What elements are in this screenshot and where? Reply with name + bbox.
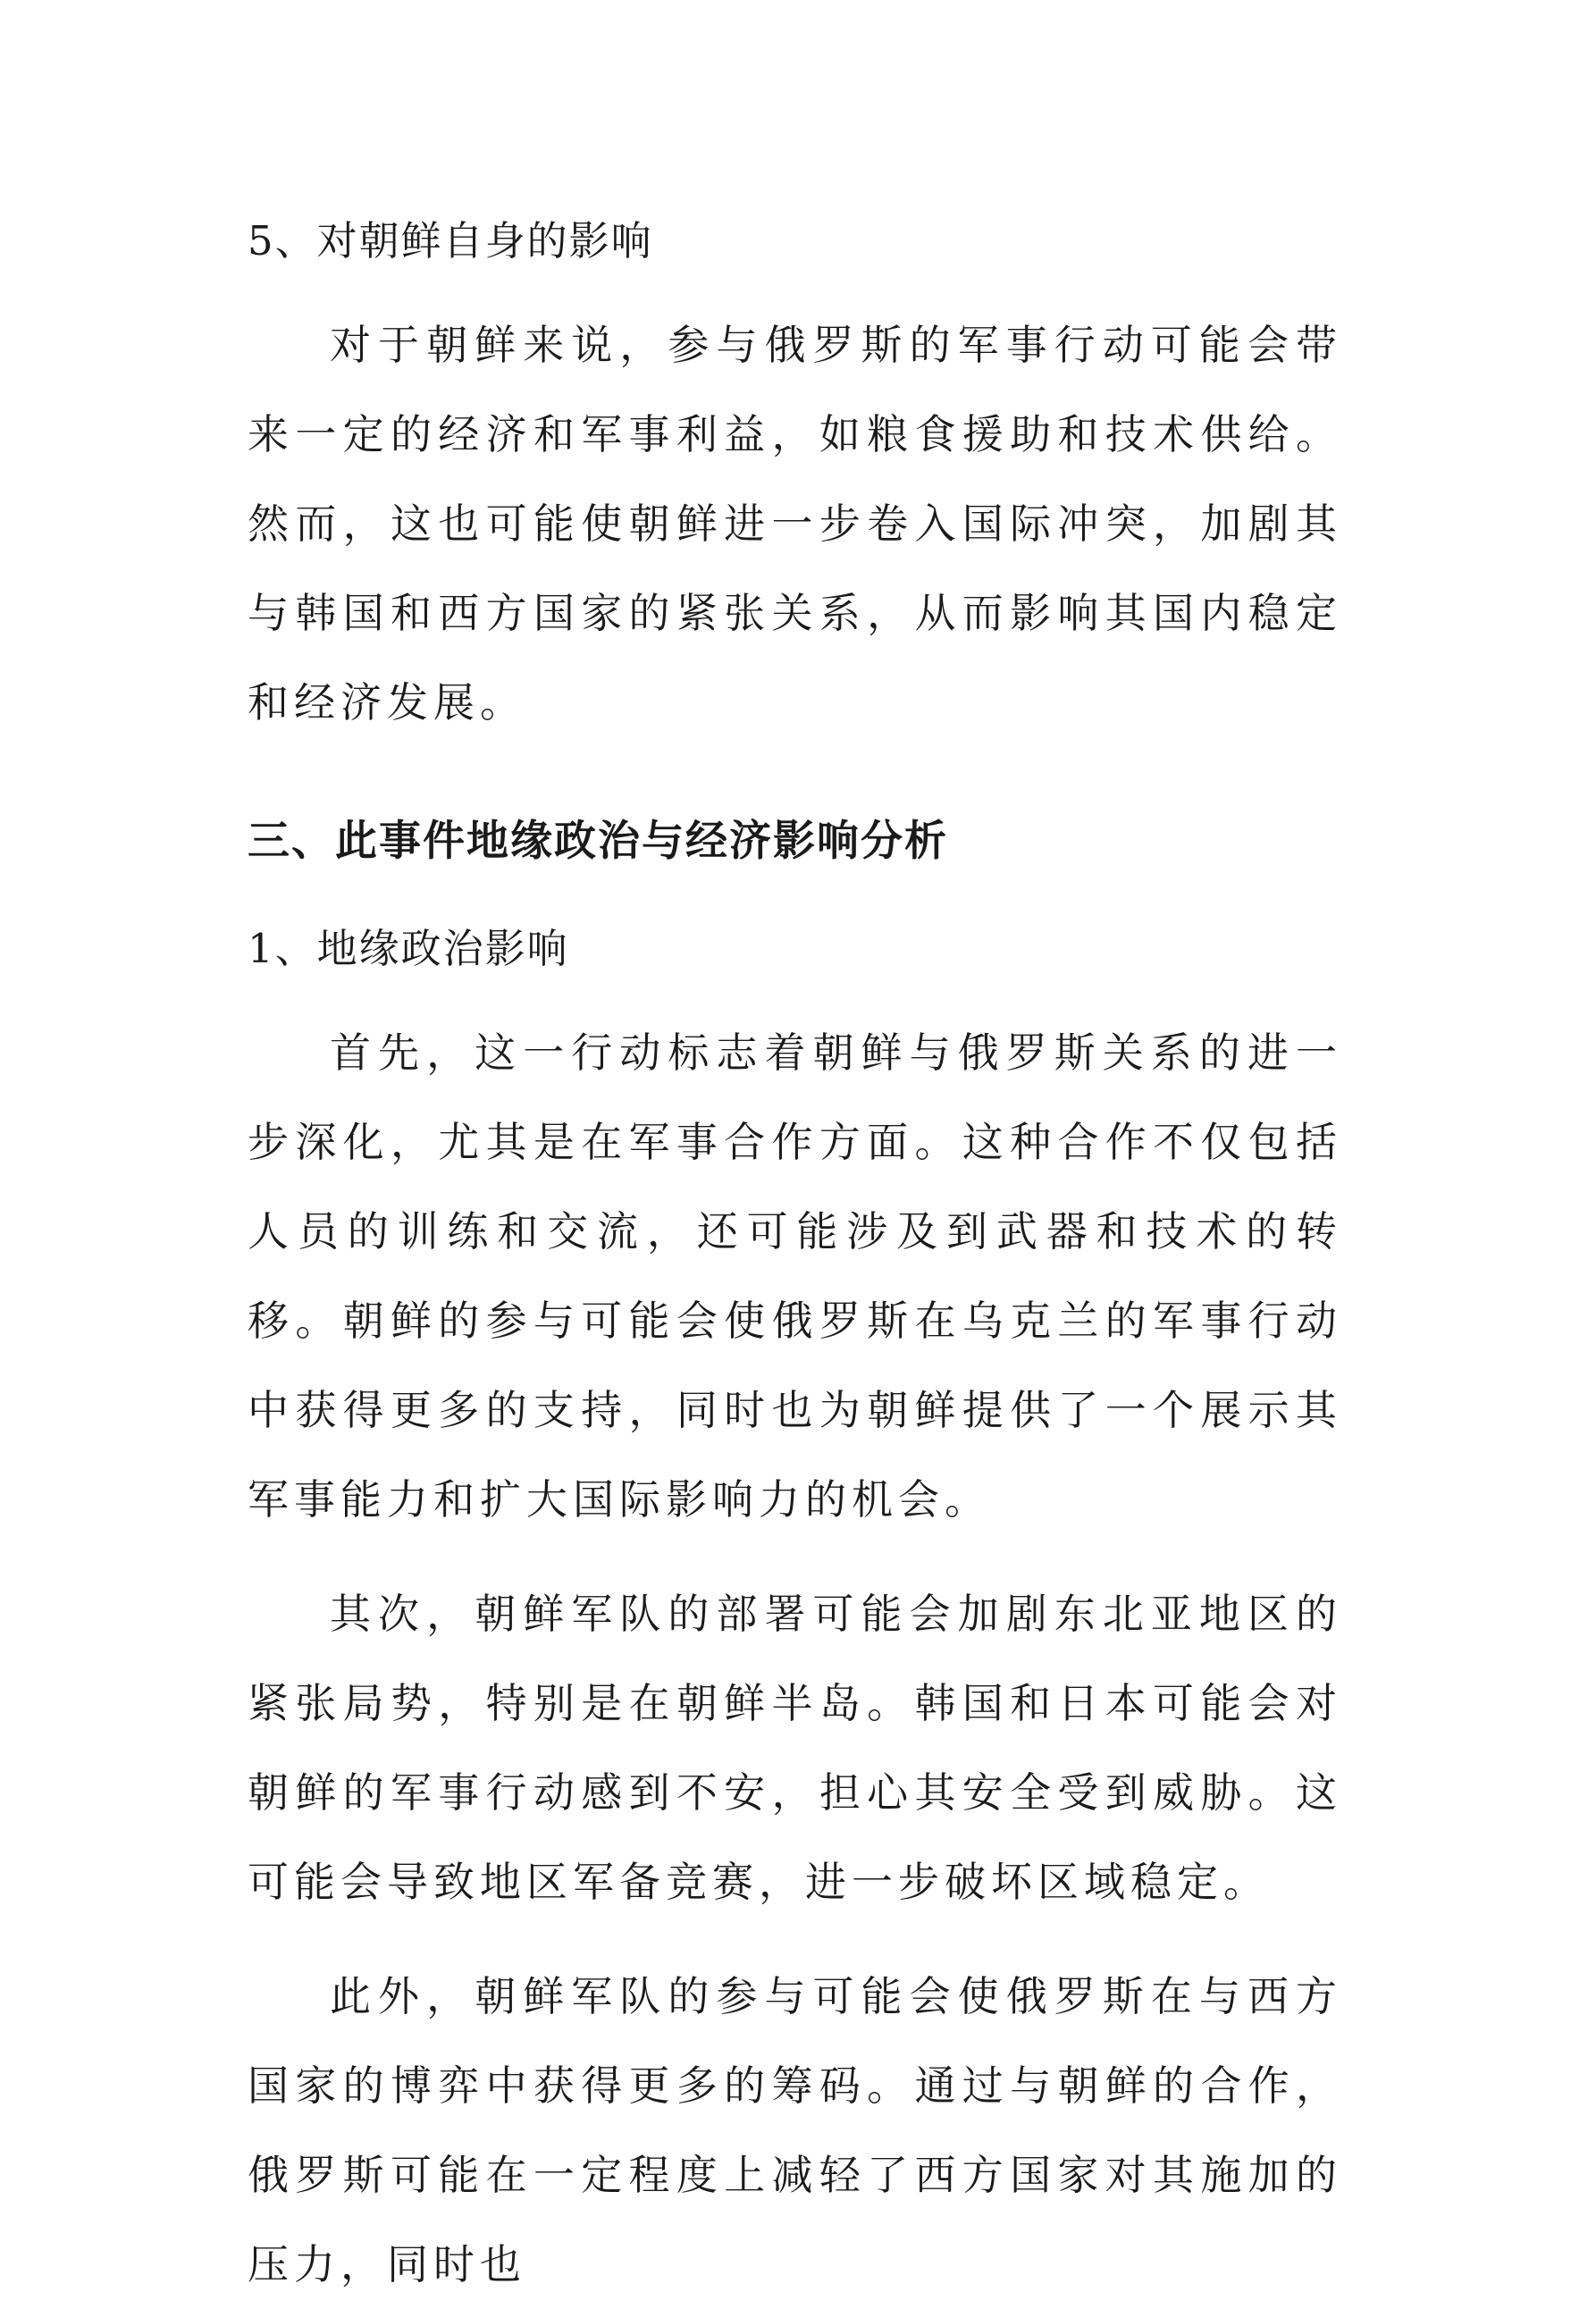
subsection-heading-1: 1、地缘政治影响 <box>248 925 569 972</box>
paragraph: 此外，朝鲜军队的参与可能会使俄罗斯在与西方国家的博弈中获得更多的筹码。通过与朝鲜的合作，俄罗斯可能在一定程度上减轻了西方国家对其施加的压力，同时也 <box>248 1972 1342 2288</box>
paragraph: 对于朝鲜来说，参与俄罗斯的军事行动可能会带来一定的经济和军事利益，如粮食援助和技术供给。然而，这也可能使朝鲜进一步卷入国际冲突，加剧其与韩国和西方国家的紧张关系，从而影响其国内稳定和经济发展。 <box>248 321 1342 726</box>
paragraph: 首先，这一行动标志着朝鲜与俄罗斯关系的进一步深化，尤其是在军事合作方面。这种合作不仅包括人员的训练和交流，还可能涉及到武器和技术的转移。朝鲜的参与可能会使俄罗斯在乌克兰的军事行动中获得更多的支持，同时也为朝鲜提供了一个展示其军事能力和扩大国际影响力的机会。 <box>248 1029 1342 1524</box>
subsection-heading-5: 5、对朝鲜自身的影响 <box>248 217 653 264</box>
page-content <box>248 204 1342 2309</box>
paragraph: 其次，朝鲜军队的部署可能会加剧东北亚地区的紧张局势，特别是在朝鲜半岛。韩国和日本可能会对朝鲜的军事行动感到不安，担心其安全受到威胁。这可能会导致地区军备竞赛，进一步破坏区域稳定。 <box>248 1590 1342 1906</box>
section-title: 三、此事件地缘政治与经济影响分析 <box>248 817 948 866</box>
